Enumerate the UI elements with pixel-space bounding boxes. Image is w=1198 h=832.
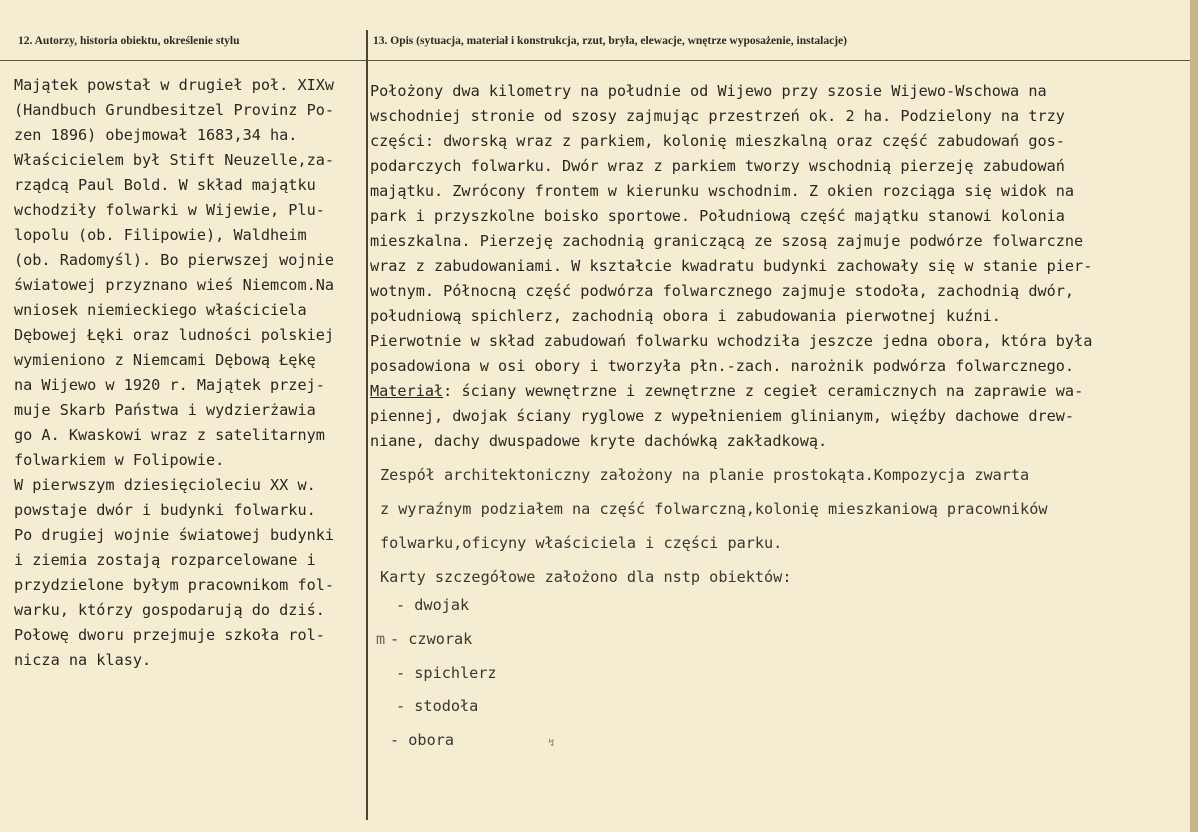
description-line: park i przyszkolne boisko sportowe. Południową część majątku stanowi kolonia — [370, 207, 1065, 225]
item-label: - czworak — [390, 630, 473, 648]
description-line: Pierwotnie w skład zabudowań folwarku wchodziła jeszcze jedna obora, która była — [370, 332, 1093, 350]
history-line: (Handbuch Grundbesitzel Provinz Po- — [14, 101, 335, 119]
description-line: wotnym. Północną część podwórza folwarcznego zajmuje stodoła, zachodnią dwór, — [370, 282, 1075, 300]
material-line: piennej, dwojak ściany ryglowe z wypełnieniem glinianym, więźby dachowe drew- — [370, 407, 1075, 425]
item-label: - obora — [390, 731, 455, 749]
history-line: Po drugiej wojnie światowej budynki — [14, 526, 335, 544]
description-line: wschodniej stronie od szosy zajmując przestrzeń ok. 2 ha. Podzielony na trzy — [370, 107, 1065, 125]
material-text: : ściany wewnętrzne i zewnętrzne z cegieł ceramicznych na zaprawie wa- — [443, 382, 1084, 400]
card-edge — [1190, 0, 1198, 832]
description-line: wraz z zabudowaniami. W kształcie kwadratu budynki zachowały się w stanie pier- — [370, 257, 1093, 275]
description-line: części: dworską wraz z parkiem, kolonię mieszkalną oraz część zabudowań gos- — [370, 132, 1065, 150]
summary-line: folwarku,oficyny właściciela i części parku. — [380, 534, 783, 552]
history-line: wymieniono z Niemcami Dębową Łękę — [14, 351, 316, 369]
material-line — [370, 379, 1185, 404]
history-text — [14, 73, 366, 673]
history-line: warku, którzy gospodarują do dziś. — [14, 601, 325, 619]
history-line: wchodziły folwarki w Wijewie, Plu- — [14, 201, 325, 219]
summary-line: Karty szczegółowe założono dla nstp obiektów: — [380, 568, 792, 586]
history-line: Dębowej Łęki oraz ludności polskiej — [14, 326, 335, 344]
history-line: powstaje dwór i budynki folwarku. — [14, 501, 316, 519]
summary-line: z wyraźnym podziałem na część folwarczną,kolonię mieszkaniową pracowników — [380, 500, 1048, 518]
history-line: folwarkiem w Folipowie. — [14, 451, 225, 469]
history-line: Właścicielem był Stift Neuzelle,za- — [14, 151, 335, 169]
history-line: wniosek niemieckiego właściciela — [14, 301, 307, 319]
item-label: - spichlerz — [396, 664, 497, 682]
list-item — [376, 630, 473, 648]
description-line: posadowiona w osi obory i tworzyła płn.-zach. narożnik podwórza folwarcznego. — [370, 357, 1075, 375]
history-line: lopolu (ob. Filipowie), Waldheim — [14, 226, 307, 244]
history-line: rządcą Paul Bold. W skład majątku — [14, 176, 316, 194]
history-line: zen 1896) obejmował 1683,34 ha. — [14, 126, 298, 144]
history-line: na Wijewo w 1920 r. Majątek przej- — [14, 376, 325, 394]
description-line: majątku. Zwrócony frontem w kierunku wschodnim. Z okien rozciąga się widok na — [370, 182, 1075, 200]
item-label: - stodoła — [396, 697, 479, 715]
pencil-mark-icon: ↯ — [548, 736, 555, 749]
history-line: (ob. Radomyśl). Bo pierwszej wojnie — [14, 251, 335, 269]
header-divider — [0, 60, 1190, 61]
history-line: przydzielone byłym pracownikom fol- — [14, 576, 335, 594]
history-line: W pierwszym dziesięcioleciu XX w. — [14, 476, 316, 494]
item-label: - dwojak — [396, 596, 470, 614]
description-line: południową spichlerz, zachodnią obora i zabudowania pierwotnej kuźni. — [370, 307, 1001, 325]
item-marker: m — [376, 630, 386, 648]
material-label: Materiał — [370, 382, 444, 400]
history-line: i ziemia zostają rozparcelowane i — [14, 551, 316, 569]
description-line: podarczych folwarku. Dwór wraz z parkiem tworzy wschodnią pierzeję zabudowań — [370, 157, 1065, 175]
description-line: Położony dwa kilometry na południe od Wijewo przy szosie Wijewo-Wschowa na — [370, 82, 1047, 100]
column-divider — [366, 30, 368, 820]
material-line: niane, dachy dwuspadowe kryte dachówką zakładkową. — [370, 432, 828, 450]
history-line: Majątek powstał w drugieł poł. XIXw — [14, 76, 335, 94]
description-text — [370, 79, 1185, 454]
history-line: światowej przyznano wieś Niemcom.Na — [14, 276, 335, 294]
section-12-header: 12. Autorzy, historia obiektu, określenie stylu — [18, 35, 240, 47]
summary-line: Zespół architektoniczny założony na planie prostokąta.Kompozycja zwarta — [380, 466, 1030, 484]
history-line: go A. Kwaskowi wraz z satelitarnym — [14, 426, 325, 444]
history-line: nicza na klasy. — [14, 651, 152, 669]
history-line: muje Skarb Państwa i wydzierżawia — [14, 401, 316, 419]
description-line: mieszkalna. Pierzeję zachodnią graniczącą ze szosą zajmuje podwórze folwarczne — [370, 232, 1084, 250]
section-13-header: 13. Opis (sytuacja, materiał i konstrukcja, rzut, bryła, elewacje, wnętrze wyposażenie, instalacje) — [373, 35, 847, 47]
history-line: Połowę dworu przejmuje szkoła rol- — [14, 626, 325, 644]
